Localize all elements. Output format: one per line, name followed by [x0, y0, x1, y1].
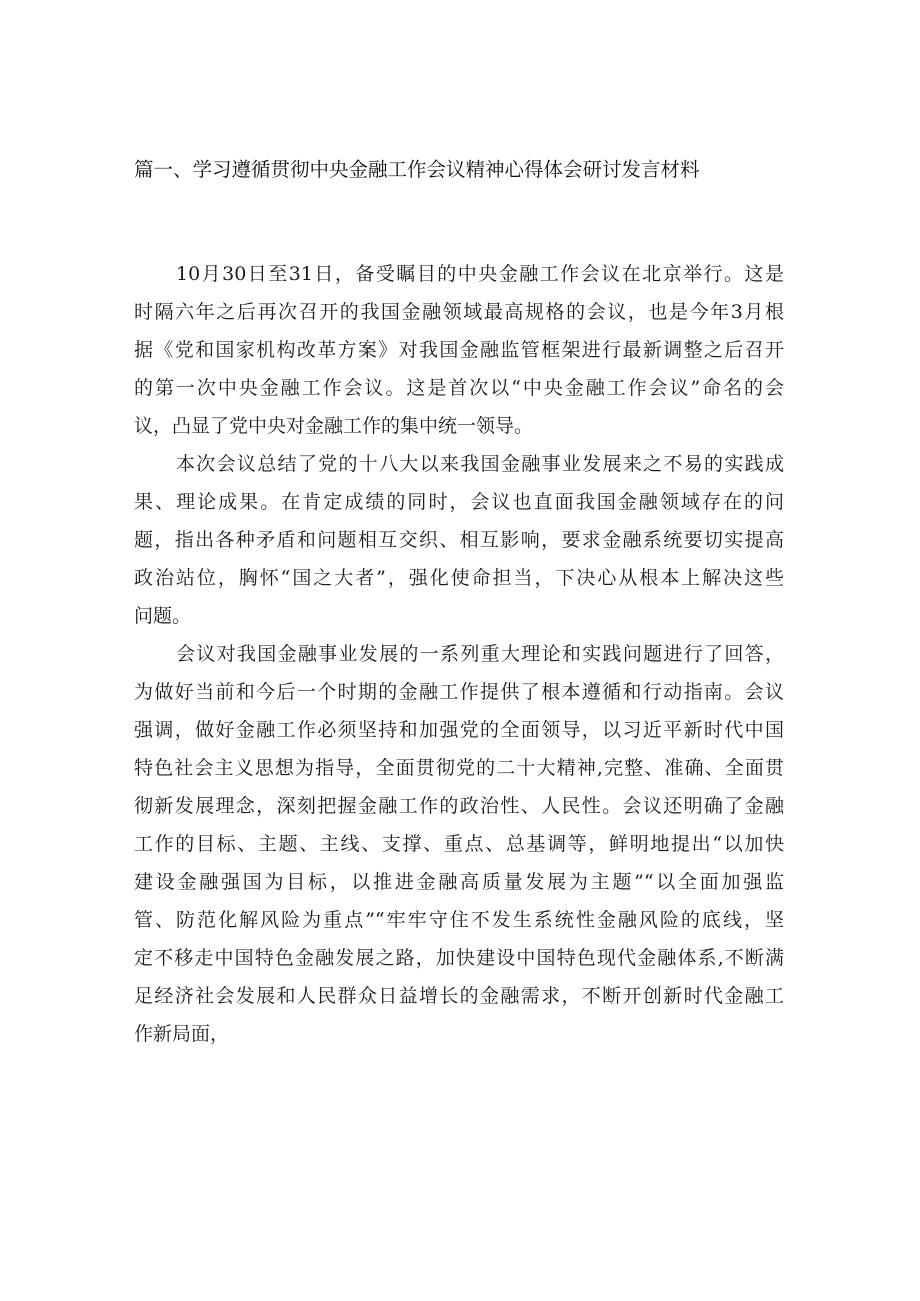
paragraph-1	[134, 255, 784, 445]
paragraph-line: 定不移走中国特色金融发展之路，加快建设中国特色现代金融体系,不断满	[134, 947, 784, 969]
paragraph-line: 特色社会主义思想为指导，全面贯彻党的二十大精神,完整、准确、全面贯	[134, 757, 784, 779]
paragraph-line: 建设金融强国为目标，以推进金融高质量发展为主题”“以全面加强监	[134, 871, 784, 893]
paragraph-line: 问题。	[134, 605, 192, 627]
paragraph-line: 工作的目标、主题、主线、支撑、重点、总基调等，鲜明地提出“以加快	[134, 833, 784, 855]
paragraph-line: 的第一次中央金融工作会议。这是首次以“中央金融工作会议”命名的会	[134, 377, 784, 399]
paragraph-line: 果、理论成果。在肯定成绩的同时，会议也直面我国金融领域存在的问	[134, 491, 784, 513]
paragraph-line: 10月30日至31日，备受瞩目的中央金融工作会议在北京举行。这是	[176, 263, 784, 285]
paragraph-line: 彻新发展理念，深刻把握金融工作的政治性、人民性。会议还明确了金融	[134, 795, 784, 817]
paragraph-line: 时隔六年之后再次召开的我国金融领域最高规格的会议，也是今年3月根	[134, 301, 784, 323]
paragraph-line: 强调，做好金融工作必须坚持和加强党的全面领导，以习近平新时代中国	[134, 719, 784, 741]
paragraph-line: 据《党和国家机构改革方案》对我国金融监管框架进行最新调整之后召开	[134, 339, 784, 361]
paragraph-2	[134, 445, 784, 635]
paragraph-line: 作新局面，	[134, 1023, 230, 1045]
paragraph-line: 议，凸显了党中央对金融工作的集中统一领导。	[134, 415, 534, 437]
document-body	[134, 255, 784, 1053]
paragraph-line: 为做好当前和今后一个时期的金融工作提供了根本遵循和行动指南。会议	[134, 681, 784, 703]
paragraph-3	[134, 635, 784, 1053]
paragraph-line: 题，指出各种矛盾和问题相互交织、相互影响，要求金融系统要切实提高	[134, 529, 784, 551]
document-title: 篇一、学习遵循贯彻中央金融工作会议精神心得体会研讨发言材料	[134, 158, 700, 181]
paragraph-line: 本次会议总结了党的十八大以来我国金融事业发展来之不易的实践成	[176, 453, 784, 475]
paragraph-line: 会议对我国金融事业发展的一系列重大理论和实践问题进行了回答，	[176, 643, 784, 665]
paragraph-line: 政治站位，胸怀“国之大者”，强化使命担当，下决心从根本上解决这些	[134, 567, 784, 589]
paragraph-line: 足经济社会发展和人民群众日益增长的金融需求，不断开创新时代金融工	[134, 985, 784, 1007]
paragraph-line: 管、防范化解风险为重点”“牢牢守住不发生系统性金融风险的底线，坚	[134, 909, 784, 931]
